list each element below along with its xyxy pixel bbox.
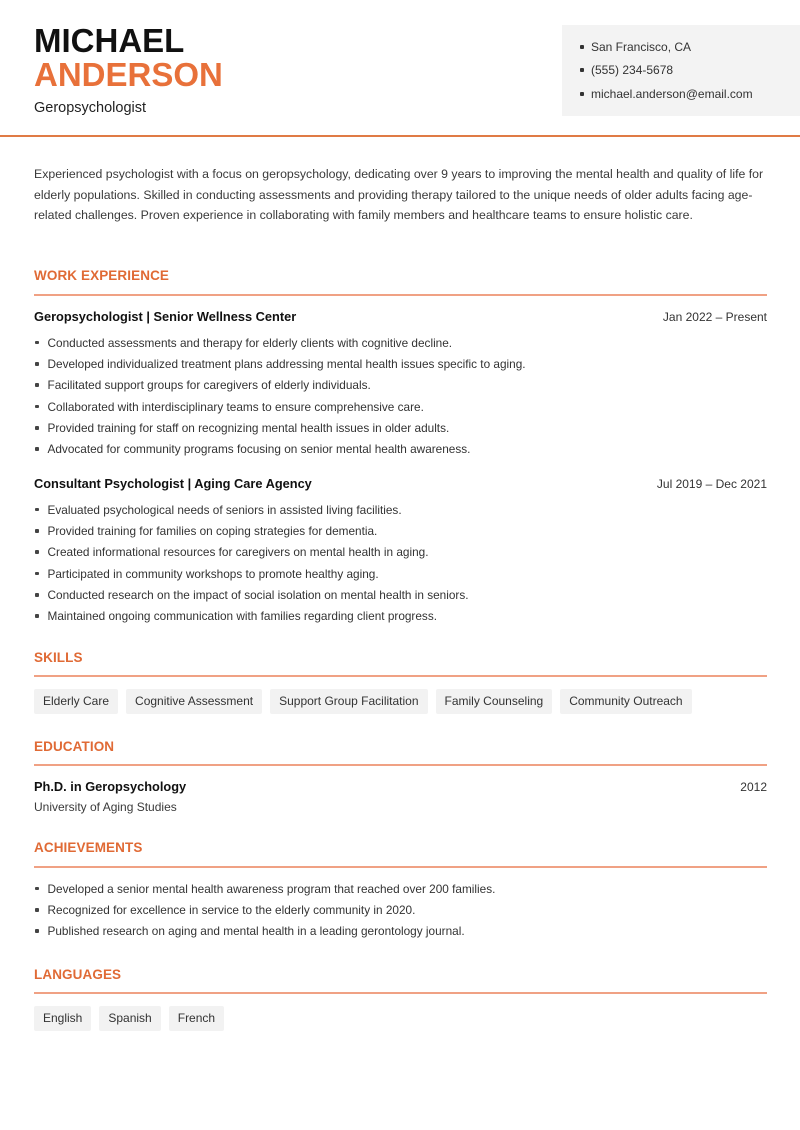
- bullet-icon: [35, 383, 39, 387]
- language-tag: English: [34, 1006, 91, 1031]
- list-item: Conducted research on the impact of social isolation on mental health in seniors.: [34, 584, 767, 605]
- bullet-icon: [35, 572, 39, 576]
- bullet-icon: [35, 341, 39, 345]
- bullet-icon: [35, 447, 39, 451]
- skill-tag: Cognitive Assessment: [126, 689, 262, 714]
- list-item: Provided training for staff on recognizing mental health issues in older adults.: [34, 417, 767, 438]
- list-item: Provided training for families on coping strategies for dementia.: [34, 520, 767, 541]
- language-tags: [34, 1006, 224, 1031]
- job-bullets: [34, 332, 767, 460]
- degree: Ph.D. in Geropsychology: [34, 779, 187, 794]
- section-title-languages: LANGUAGES: [34, 967, 122, 982]
- section-divider: [34, 992, 767, 994]
- bullet-icon: [580, 92, 584, 96]
- bullet-icon: [35, 550, 39, 554]
- phone-text: (555) 234-5678: [591, 63, 674, 78]
- list-item: Participated in community workshops to promote healthy aging.: [34, 563, 767, 584]
- list-item: Advocated for community programs focusing on senior mental health awareness.: [34, 438, 767, 459]
- skill-tag: Family Counseling: [436, 689, 553, 714]
- section-divider: [34, 764, 767, 766]
- job-role: Consultant Psychologist | Aging Care Agency: [34, 476, 312, 491]
- education-header: [34, 779, 767, 794]
- section-title-achievements: ACHIEVEMENTS: [34, 840, 143, 855]
- location-text: San Francisco, CA: [591, 39, 692, 54]
- email-text: michael.anderson@email.com: [591, 86, 753, 101]
- section-title-work-experience: WORK EXPERIENCE: [34, 268, 170, 283]
- section-divider: [34, 294, 767, 296]
- list-item: Collaborated with interdisciplinary teams to ensure comprehensive care.: [34, 396, 767, 417]
- section-divider: [34, 866, 767, 868]
- achievements-list: [34, 878, 767, 942]
- job-role: Geropsychologist | Senior Wellness Center: [34, 309, 297, 324]
- bullet-icon: [35, 908, 39, 912]
- bullet-icon: [35, 508, 39, 512]
- bullet-icon: [35, 362, 39, 366]
- section-title-education: EDUCATION: [34, 739, 115, 754]
- contact-location: [580, 35, 800, 59]
- list-item: Facilitated support groups for caregivers of elderly individuals.: [34, 375, 767, 396]
- list-item: Developed individualized treatment plans addressing mental health issues specific to aging.: [34, 353, 767, 374]
- skill-tag: Support Group Facilitation: [270, 689, 427, 714]
- bullet-icon: [580, 68, 584, 72]
- last-name: ANDERSON: [34, 56, 223, 93]
- job-header: [34, 476, 767, 491]
- bullet-icon: [35, 405, 39, 409]
- skill-tag: Elderly Care: [34, 689, 118, 714]
- summary: Experienced psychologist with a focus on geropsychology, dedicating over 9 years to improving the mental health and quality of life for elderly populations. Skilled in conducting assessments and providing therapy tailored to the unique needs of older adults facing age-related challenges. Proven experience in collaborating with family members and healthcare teams to ensure holistic care.: [34, 167, 764, 222]
- job-header: [34, 309, 767, 324]
- resume-header: [0, 0, 800, 137]
- bullet-icon: [35, 529, 39, 533]
- bullet-icon: [35, 614, 39, 618]
- contact-box: [562, 25, 800, 116]
- school-name: University of Aging Studies: [34, 800, 177, 814]
- skills-tags: [34, 689, 692, 714]
- list-item: Conducted assessments and therapy for elderly clients with cognitive decline.: [34, 332, 767, 353]
- bullet-icon: [35, 426, 39, 430]
- job-bullets: [34, 499, 767, 627]
- job-dates: Jul 2019 – Dec 2021: [656, 477, 767, 491]
- bullet-icon: [580, 45, 584, 49]
- contact-email: [580, 82, 800, 106]
- list-item: Published research on aging and mental health in a leading gerontology journal.: [34, 921, 767, 942]
- section-divider: [34, 675, 767, 677]
- skill-tag: Community Outreach: [560, 689, 691, 714]
- list-item: Maintained ongoing communication with families regarding client progress.: [34, 605, 767, 626]
- contact-phone: [580, 59, 800, 83]
- list-item: Developed a senior mental health awareness program that reached over 200 families.: [34, 878, 767, 899]
- section-title-skills: SKILLS: [34, 650, 83, 665]
- graduation-year: 2012: [740, 780, 767, 794]
- list-item: Evaluated psychological needs of seniors in assisted living facilities.: [34, 499, 767, 520]
- job-title: Geropsychologist: [34, 100, 147, 116]
- job-dates: Jan 2022 – Present: [662, 310, 767, 324]
- list-item: Created informational resources for caregivers on mental health in aging.: [34, 542, 767, 563]
- bullet-icon: [35, 593, 39, 597]
- bullet-icon: [35, 929, 39, 933]
- bullet-icon: [35, 887, 39, 891]
- first-name: MICHAEL: [34, 22, 185, 59]
- language-tag: Spanish: [99, 1006, 160, 1031]
- list-item: Recognized for excellence in service to the elderly community in 2020.: [34, 899, 767, 920]
- language-tag: French: [169, 1006, 224, 1031]
